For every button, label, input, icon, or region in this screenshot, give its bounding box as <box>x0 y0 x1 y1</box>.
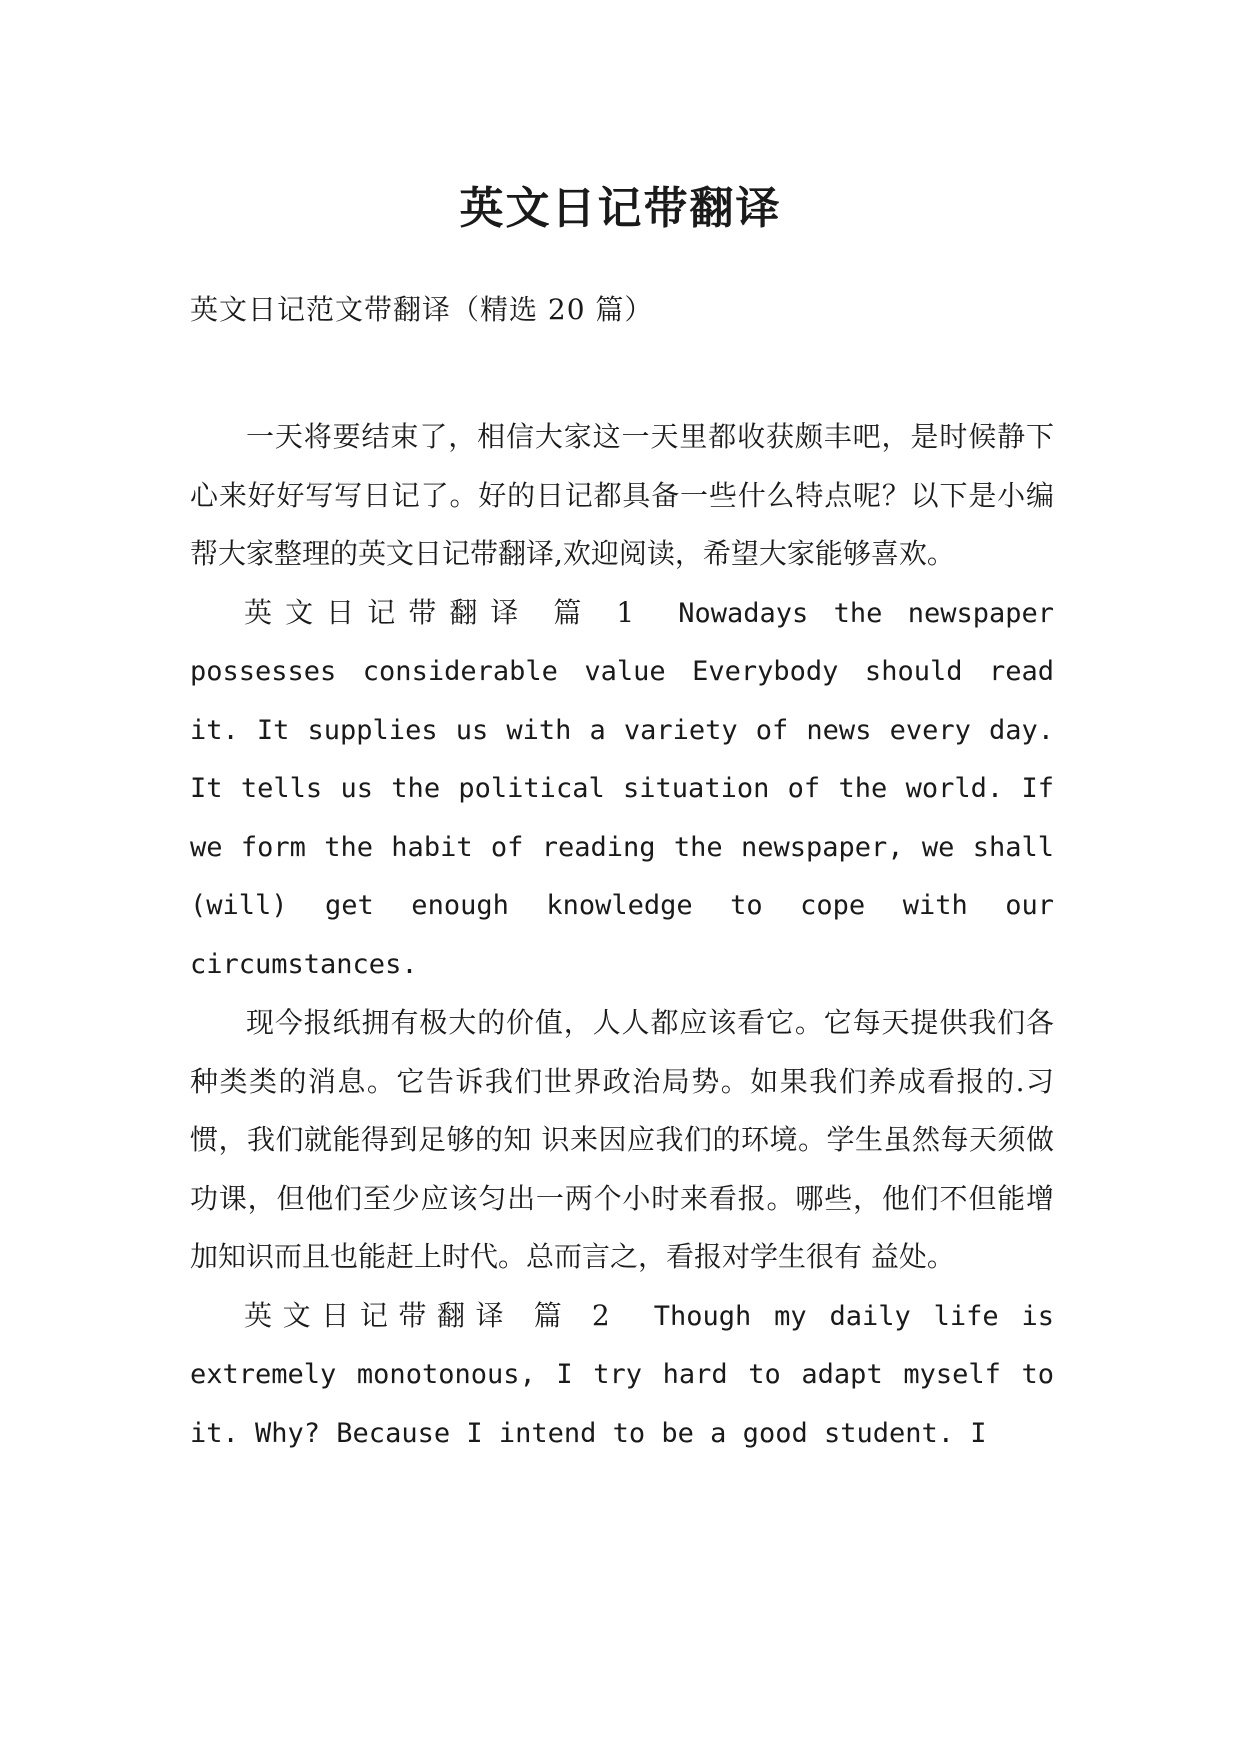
intro-paragraph: 一天将要结束了，相信大家这一天里都收获颇丰吧，是时候静下心来好好写写日记了。好的日记都具备一些什么特点呢？以下是小编帮大家整理的英文日记带翻译,欢迎阅读，希望大家能够喜欢。 <box>190 420 1054 570</box>
document-subtitle: 英文日记范文带翻译（精选 20 篇） <box>190 293 654 326</box>
section-1-heading: 英文日记带翻译 篇 1 <box>244 595 639 629</box>
section-1-chinese-paragraph: 现今报纸拥有极大的价值，人人都应该看它。它每天提供我们各种类类的消息。它告诉我们世界政治局势。如果我们养成看报的.习惯，我们就能得到足够的知 识来因应我们的环境。学生虽然每天须做功课，但他们至少应该匀出一两个小时来看报。哪些，他们不但能增加知识而且也能赶上时代。总而言之，看报对学生很有 益处。 <box>190 1006 1054 1273</box>
section-1-english-paragraph <box>190 584 1054 995</box>
section-1-english-text: Nowadays the newspaper possesses considerable value Everybody should read it. It supplies us with a variety of news every day. It tells us the political situation of the world. If we form the habit of reading the newspaper, we shall (will) get enough knowledge to cope with our circumstances. <box>190 597 1054 980</box>
section-2-heading: 英文日记带翻译 篇 2 <box>244 1298 614 1332</box>
document-body <box>190 408 1054 1463</box>
document-title: 英文日记带翻译 <box>459 183 782 235</box>
section-2-english-paragraph <box>190 1287 1054 1464</box>
section-2-english-text: Though my daily life is extremely monotonous, I try hard to adapt myself to it. Why? Because I intend to be a good student. I <box>190 1300 1054 1449</box>
